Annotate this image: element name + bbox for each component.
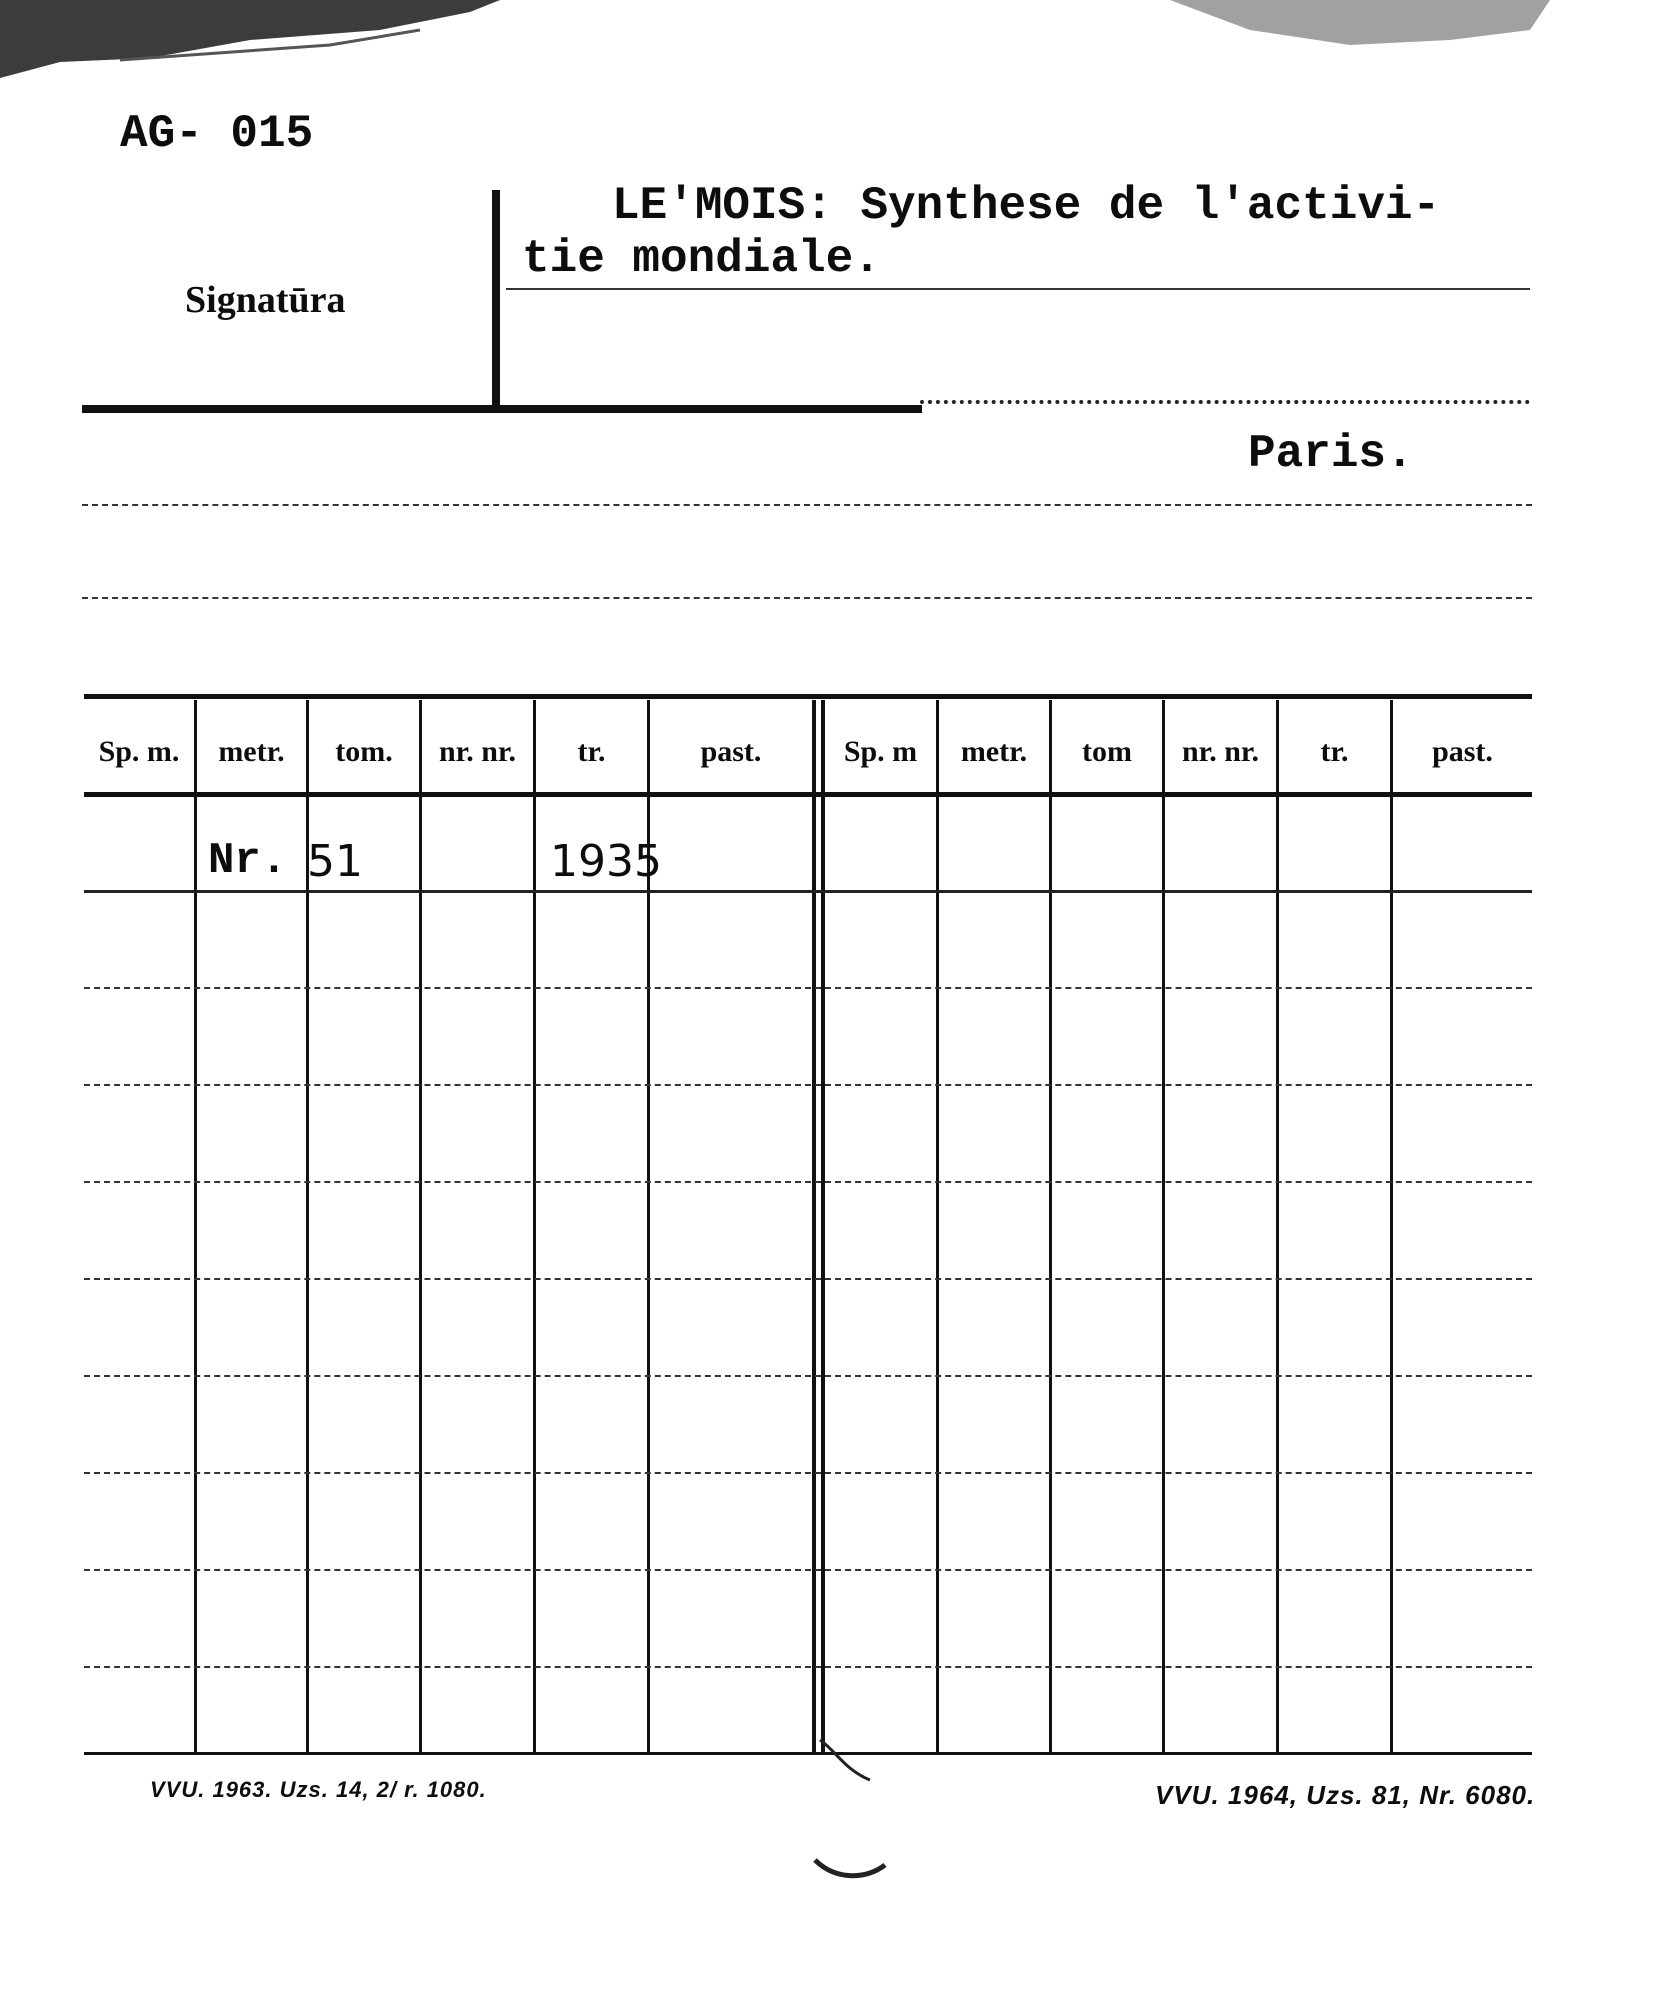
footer-note-left: VVU. 1963. Uzs. 14, 2/ r. 1080. [150,1777,487,1802]
col-line [1276,700,1279,1752]
punch-hole-mark [790,1730,900,1900]
header-tr-right: tr. [1320,735,1349,768]
row-line [84,987,1532,989]
entry-line-2 [82,597,1532,599]
header-tr: tr. [577,735,606,768]
header-nr-nr-right: nr. nr. [1182,735,1259,768]
entry-line-1 [82,504,1532,506]
row1-tom-value: 51 [307,836,363,887]
header-thick-rule [82,405,922,413]
header-metr: metr. [218,735,285,768]
title-underline [506,288,1530,290]
header-tom: tom. [335,735,393,768]
catalog-code: AG- 015 [120,108,314,160]
row-line [84,1666,1532,1668]
col-line [533,700,536,1752]
col-line [194,700,197,1752]
col-line [419,700,422,1752]
col-line [1162,700,1165,1752]
publication-place: Paris. [1248,428,1414,480]
row-line [84,1375,1532,1377]
header-tom-right: tom [1082,735,1132,768]
header-sp-m: Sp. m. [98,735,180,768]
center-double-line [821,700,825,1752]
scan-edge-top-left [0,0,520,90]
table-header-rule [84,792,1532,797]
row-line [84,1472,1532,1474]
scan-edge-top-right [1150,0,1550,60]
col-line [936,700,939,1752]
row1-metr-value: Nr. [208,836,288,886]
footer-note-right: VVU. 1964, Uzs. 81, Nr. 6080. [1155,1780,1536,1810]
row1-tr-value: 1935 [550,836,662,887]
center-double-line [812,700,816,1752]
row-line [84,1181,1532,1183]
row-line [84,1084,1532,1086]
table-top-rule [84,694,1532,699]
row-line [84,1278,1532,1280]
row-line [84,1569,1532,1571]
header-vertical-divider [492,190,500,405]
card-title-line1: LE'MOIS: Synthese de l'activi- [612,180,1441,232]
card-title-line2: tie mondiale. [522,233,881,285]
header-nr-nr: nr. nr. [439,735,516,768]
header-metr-right: metr. [960,735,1028,768]
col-line [1049,700,1052,1752]
header-past: past. [700,735,762,768]
col-line [1390,700,1393,1752]
signature-label: Signatūra [185,279,346,321]
header-sp-m-right: Sp. m [843,735,918,768]
row-line [84,890,1532,893]
header-thick-rule-tail [920,400,1530,404]
header-past-right: past. [1432,735,1493,768]
